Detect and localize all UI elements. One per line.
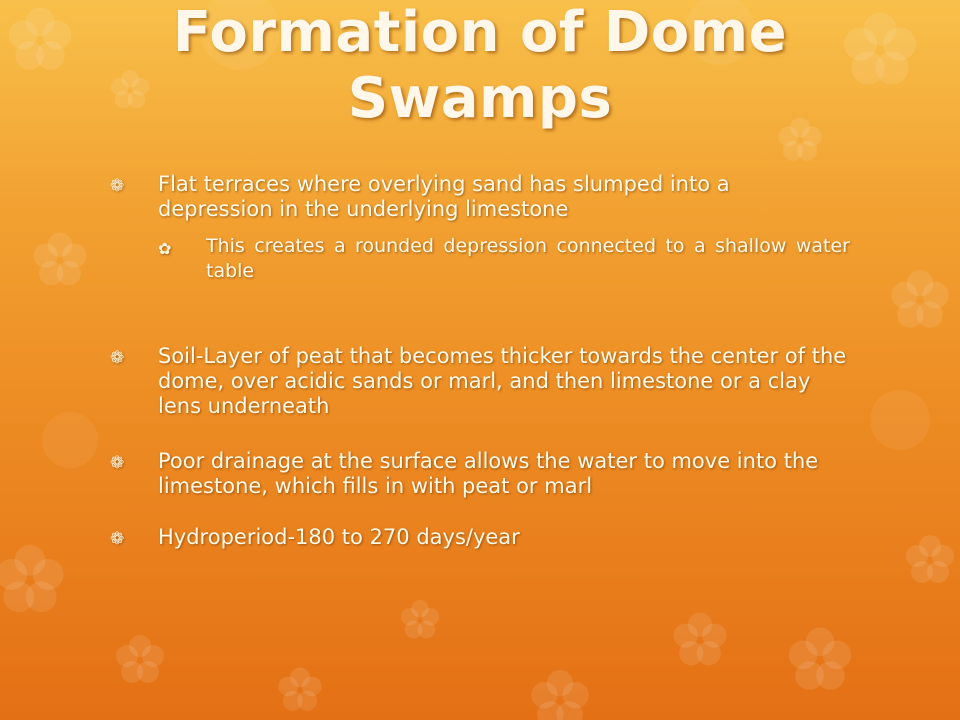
bullet-item: [110, 449, 850, 499]
bullet-item: [110, 525, 850, 550]
flower-outline-bullet-icon: ✿: [158, 239, 172, 258]
flower-bullet-icon: ❁: [110, 529, 125, 549]
bullet-text: Flat terraces where overlying sand has slumped into a depression in the underlying limestone: [158, 172, 730, 221]
bullet-text: Soil-Layer of peat that becomes thicker towards the center of the dome, over acidic sands or marl, and then limestone or a clay lens underneath: [158, 344, 847, 418]
bullet-text: This creates a rounded depression connected to a shallow water table: [206, 235, 850, 282]
sub-bullet-item: [110, 234, 850, 284]
bullet-text: Poor drainage at the surface allows the water to move into the limestone, which fills in with peat or marl: [158, 449, 819, 498]
bullet-item: [110, 344, 850, 419]
flower-bullet-icon: ❁: [110, 453, 125, 473]
flower-bullet-icon: ❁: [110, 348, 125, 368]
flower-bullet-icon: ❁: [110, 176, 125, 196]
slide-title: Formation of Dome Swamps: [172, 0, 788, 131]
bullet-item: [110, 172, 850, 222]
bullet-text: Hydroperiod-180 to 270 days/year: [158, 525, 520, 549]
bullet-list: [110, 172, 850, 550]
